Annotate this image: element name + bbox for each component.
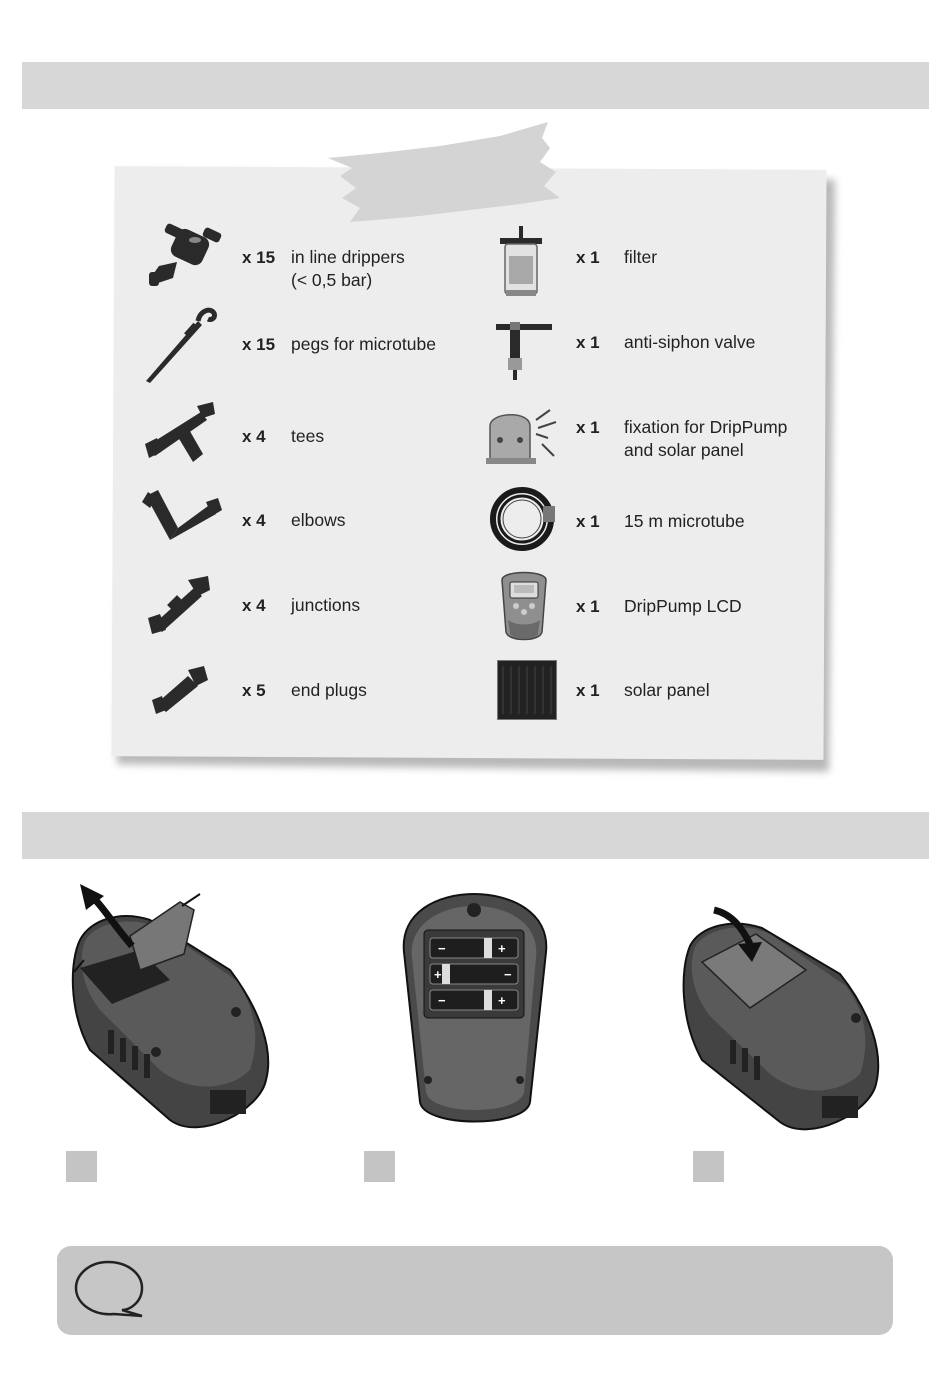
junction-icon [148,574,218,636]
item-quantity: x 1 [576,512,600,531]
battery-plus-sign: + [434,967,442,982]
step-1-number-box [66,1151,97,1182]
fixation-bracket-icon [486,404,562,468]
battery-plus-sign: + [498,993,506,1008]
tee-icon [143,400,223,468]
battery-band [484,938,492,958]
item-quantity: x 15 [242,335,276,354]
microtube-coil-icon [487,486,557,552]
tape-label [320,118,570,228]
end-plug-icon [152,664,212,716]
item-label: in line drippers (< 0,5 bar) [291,247,405,290]
section-header-band-contents [22,62,929,109]
battery-minus-sign: − [438,993,446,1008]
item-quantity: x 4 [242,596,266,615]
drippump-lcd-icon [496,570,552,644]
anti-siphon-valve-icon [496,320,556,382]
item-label: DripPump LCD [624,596,742,616]
item-quantity: x 5 [242,681,266,700]
battery-minus-sign: − [438,941,446,956]
item-label: 15 m microtube [624,511,745,531]
item-quantity: x 1 [576,333,600,352]
note-box [57,1246,893,1335]
item-label: filter [624,247,658,267]
item-quantity: x 15 [242,248,276,267]
item-label: tees [291,426,325,446]
step-3-number-box [693,1151,724,1182]
item-label: fixation for DripPump and solar panel [624,417,788,460]
item-quantity: x 1 [576,681,600,700]
item-label: elbows [291,510,346,530]
solar-panel-icon [497,660,557,720]
item-quantity: x 1 [576,248,600,267]
battery-band [442,964,450,984]
in-line-dripper-icon [143,222,223,294]
item-quantity: x 4 [242,511,266,530]
item-quantity: x 4 [242,427,266,446]
item-label: anti-siphon valve [624,332,756,352]
step-3-close-battery-cover-illustration [676,900,890,1140]
item-label: solar panel [624,680,710,700]
peg-icon [140,303,220,385]
section-header-band-batteries [22,812,929,859]
battery-minus-sign: − [504,967,512,982]
item-label: end plugs [291,680,367,700]
battery-plus-sign: + [498,941,506,956]
item-quantity: x 1 [576,418,600,437]
step-2-insert-batteries-illustration [388,892,562,1136]
step-2-number-box [364,1151,395,1182]
battery-band [484,990,492,1010]
elbow-icon [142,488,222,550]
filter-icon [496,226,546,300]
item-label: junctions [291,595,361,615]
item-label: pegs for microtube [291,334,436,354]
item-quantity: x 1 [576,597,600,616]
step-1-open-battery-cover-illustration [60,880,280,1140]
speech-bubble-icon [72,1258,148,1320]
